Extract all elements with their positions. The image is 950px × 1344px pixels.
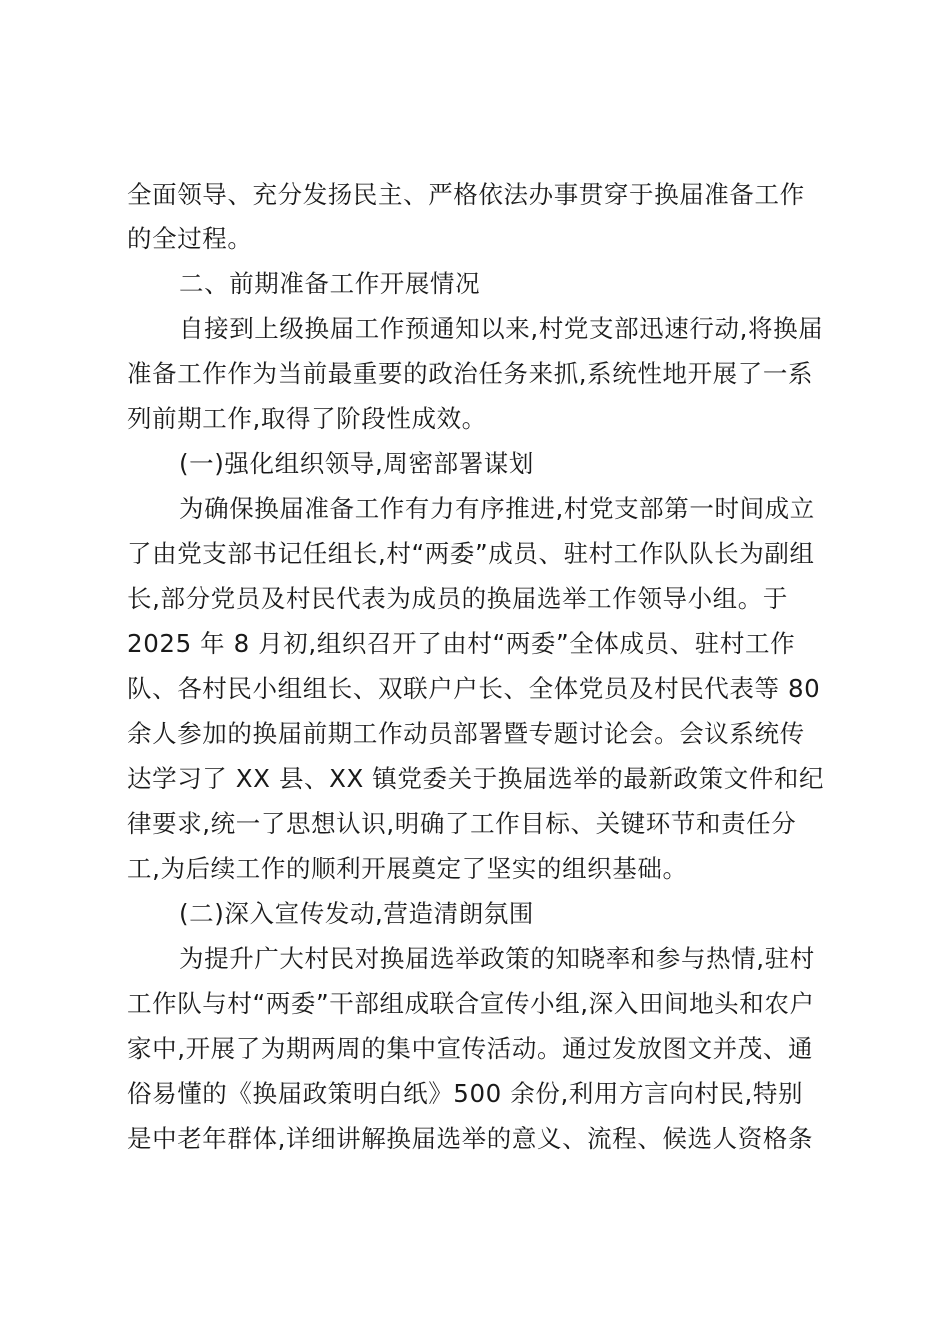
body-text-line: 长,部分党员及村民代表为成员的换届选举工作领导小组。于 xyxy=(127,584,788,613)
body-text-line: 律要求,统一了思想认识,明确了工作目标、关键环节和责任分 xyxy=(127,809,797,838)
body-text-line: 列前期工作,取得了阶段性成效。 xyxy=(127,404,487,433)
paragraph-first-line: 自接到上级换届工作预通知以来,村党支部迅速行动,将换届 xyxy=(179,314,824,343)
paragraph-first-line: 为确保换届准备工作有力有序推进,村党支部第一时间成立 xyxy=(179,494,815,523)
body-text-line: 全面领导、充分发扬民主、严格依法办事贯穿于换届准备工作 xyxy=(127,180,805,209)
paragraph-first-line: 为提升广大村民对换届选举政策的知晓率和参与热情,驻村 xyxy=(179,944,815,973)
body-text-line: 达学习了 XX 县、XX 镇党委关于换届选举的最新政策文件和纪 xyxy=(127,764,825,793)
body-text-line: 余人参加的换届前期工作动员部署暨专题讨论会。会议系统传 xyxy=(127,719,805,748)
body-text-line: 俗易懂的《换届政策明白纸》500 余份,利用方言向村民,特别 xyxy=(127,1079,804,1108)
body-text-line: 工作队与村“两委”干部组成联合宣传小组,深入田间地头和农户 xyxy=(127,989,815,1018)
section-heading: 二、前期准备工作开展情况 xyxy=(179,269,481,298)
body-text-line: 了由党支部书记任组长,村“两委”成员、驻村工作队队长为副组 xyxy=(127,539,815,568)
body-text-line: 队、各村民小组组长、双联户户长、全体党员及村民代表等 80 xyxy=(127,674,821,703)
subsection-heading: (二)深入宣传发动,营造清朗氛围 xyxy=(179,899,535,928)
body-text-line: 工,为后续工作的顺利开展奠定了坚实的组织基础。 xyxy=(127,854,688,883)
body-text-line: 的全过程。 xyxy=(127,224,253,253)
body-text-line: 家中,开展了为期两周的集中宣传活动。通过发放图文并茂、通 xyxy=(127,1034,814,1063)
body-text-line: 2025 年 8 月初,组织召开了由村“两委”全体成员、驻村工作 xyxy=(127,629,796,658)
body-text-line: 是中老年群体,详细讲解换届选举的意义、流程、候选人资格条 xyxy=(127,1124,814,1153)
body-text-line: 准备工作作为当前最重要的政治任务来抓,系统性地开展了一系 xyxy=(127,359,814,388)
subsection-heading: (一)强化组织领导,周密部署谋划 xyxy=(179,449,535,478)
